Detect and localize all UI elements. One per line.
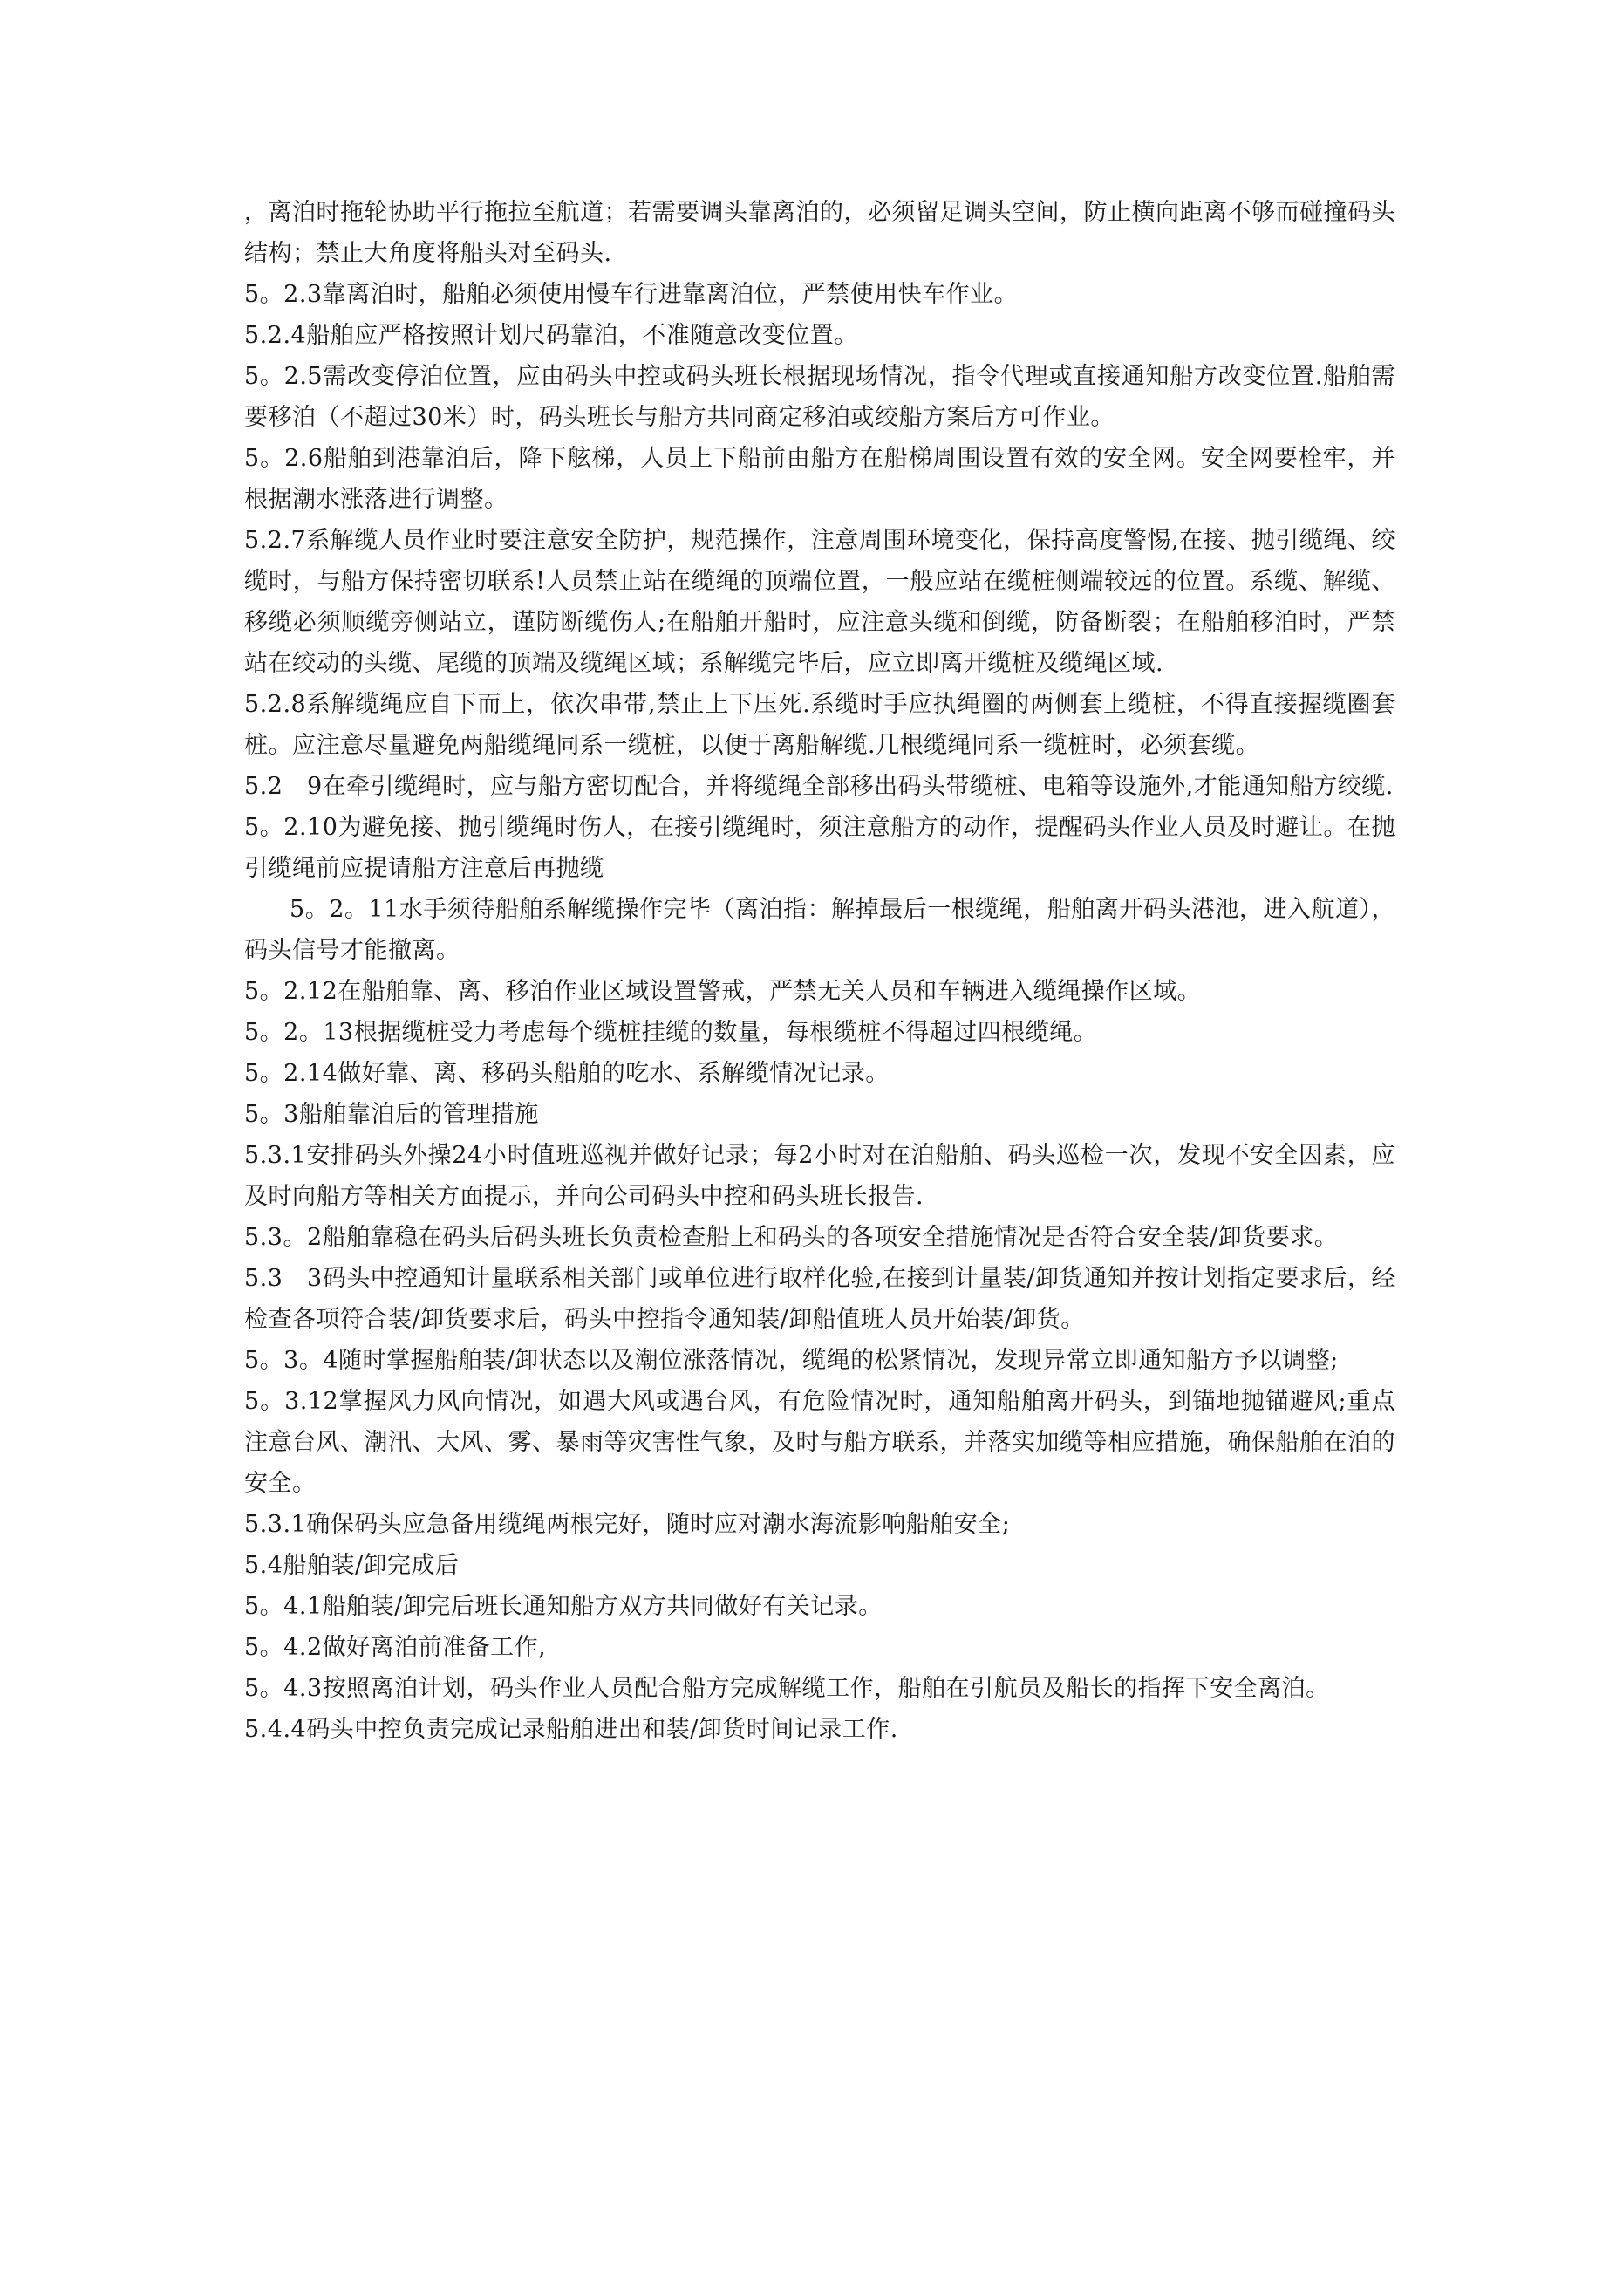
paragraph: 5。2.12在船舶靠、离、移泊作业区域设置警戒，严禁无关人员和车辆进入缆绳操作区域。	[244, 978, 1202, 1005]
paragraph: 5.2 9在牵引缆绳时，应与船方密切配合，并将缆绳全部移出码头带缆桩、电箱等设施外,才能通知船方绞缆.	[244, 773, 1394, 800]
paragraph: 5。3.12掌握风力风向情况，如遇大风或遇台风，有危险情况时，通知船舶离开码头，到锚地抛锚避风;重点注意台风、潮汛、大风、雾、暴雨等灾害性气象，及时与船方联系，并落实加缆等相应措施，确保船舶在泊的安全。	[244, 1388, 1395, 1497]
paragraph: 5。4.3按照离泊计划，码头作业人员配合船方完成解缆工作，船舶在引航员及船长的指挥下安全离泊。	[244, 1675, 1330, 1702]
section-heading: 5.4船舶装/卸完成后	[244, 1552, 460, 1579]
document-body	[244, 192, 1395, 1750]
paragraph: 5。2.5需改变停泊位置，应由码头中控或码头班长根据现场情况，指令代理或直接通知船方改变位置.船舶需要移泊（不超过30米）时，码头班长与船方共同商定移泊或绞船方案后方可作业。	[244, 363, 1395, 431]
paragraph: 5.3 3码头中控通知计量联系相关部门或单位进行取样化验,在接到计量装/卸货通知并按计划指定要求后，经检查各项符合装/卸货要求后，码头中控指令通知装/卸船值班人员开始装/卸货。	[244, 1265, 1395, 1333]
section-heading: 5。3船舶靠泊后的管理措施	[244, 1101, 539, 1128]
paragraph: 5.2.8系解缆绳应自下而上，依次串带,禁止上下压死.系缆时手应执绳圈的两侧套上缆桩，不得直接握缆圈套桩。应注意尽量避免两船缆绳同系一缆桩，以便于离船解缆.几根缆绳同系一缆桩时，必须套缆。	[244, 691, 1395, 759]
paragraph: 5。2.10为避免接、抛引缆绳时伤人，在接引缆绳时，须注意船方的动作，提醒码头作业人员及时避让。在抛引缆绳前应提请船方注意后再抛缆	[244, 814, 1395, 882]
paragraph: 5.2.4船舶应严格按照计划尺码靠泊，不准随意改变位置。	[244, 322, 858, 349]
paragraph: 5。4.1船舶装/卸完后班长通知船方双方共同做好有关记录。	[244, 1593, 883, 1620]
paragraph: 5。2.14做好靠、离、移码头船舶的吃水、系解缆情况记录。	[244, 1060, 890, 1087]
paragraph: 5.2.7系解缆人员作业时要注意安全防护，规范操作，注意周围环境变化，保持高度警惕,在接、抛引缆绳、绞缆时，与船方保持密切联系!人员禁止站在缆绳的顶端位置，一般应站在缆桩侧端较远的位置。系缆、解缆、移缆必须顺缆旁侧站立，谨防断缆伤人;在船舶开船时，应注意头缆和倒缆，防备断裂；在船舶移泊时，严禁站在绞动的头缆、尾缆的顶端及缆绳区域；系解缆完毕后，应立即离开缆桩及缆绳区域.	[244, 527, 1395, 677]
paragraph: 5.3。2船舶靠稳在码头后码头班长负责检查船上和码头的各项安全措施情况是否符合安全装/卸货要求。	[244, 1224, 1339, 1251]
paragraph: 5。3。4随时掌握船舶装/卸状态以及潮位涨落情况，缆绳的松紧情况，发现异常立即通知船方予以调整;	[244, 1347, 1339, 1374]
paragraph: 5。2。13根据缆桩受力考虑每个缆桩挂缆的数量，每根缆桩不得超过四根缆绳。	[244, 1019, 1098, 1046]
paragraph: ，离泊时拖轮协助平行拖拉至航道；若需要调头靠离泊的，必须留足调头空间，防止横向距离不够而碰撞码头结构；禁止大角度将船头对至码头.	[244, 199, 1395, 267]
paragraph: 5.3.1确保码头应急备用缆绳两根完好，随时应对潮水海流影响船舶安全;	[244, 1511, 1011, 1538]
paragraph: 5。4.2做好离泊前准备工作,	[244, 1634, 547, 1661]
paragraph: 5。2.6船舶到港靠泊后，降下舷梯，人员上下船前由船方在船梯周围设置有效的安全网。安全网要栓牢，并根据潮水涨落进行调整。	[244, 445, 1395, 513]
paragraph: 5。2。11水手须待船舶系解缆操作完毕（离泊指：解掉最后一根缆绳，船舶离开码头港池，进入航道），码头信号才能撤离。	[244, 896, 1395, 964]
paragraph: 5.3.1安排码头外操24小时值班巡视并做好记录；每2小时对在泊船舶、码头巡检一次，发现不安全因素，应及时向船方等相关方面提示，并向公司码头中控和码头班长报告.	[244, 1142, 1395, 1210]
paragraph: 5。2.3靠离泊时，船舶必须使用慢车行进靠离泊位，严禁使用快车作业。	[244, 281, 1019, 308]
paragraph: 5.4.4码头中控负责完成记录船舶进出和装/卸货时间记录工作.	[244, 1716, 898, 1743]
